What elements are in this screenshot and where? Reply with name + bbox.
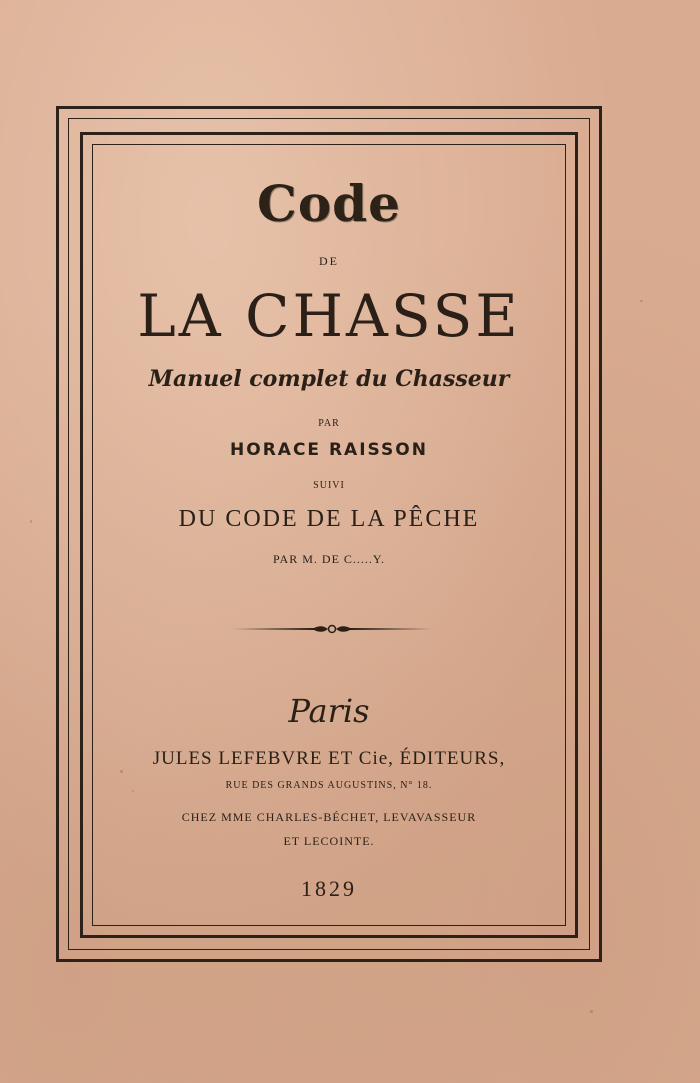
subtitle: Manuel complet du Chasseur [148, 366, 510, 392]
paper-speck [640, 300, 643, 302]
booksellers-line-2: ET LECOINTE. [283, 834, 375, 848]
paper-speck [590, 1010, 593, 1013]
title-page-content [92, 144, 566, 926]
title-word: Code [257, 174, 401, 233]
publication-city: Paris [288, 692, 370, 730]
second-title: DU CODE DE LA PÊCHE [178, 506, 480, 532]
followed-by-label: SUIVI [313, 480, 345, 491]
by-label: PAR [318, 418, 340, 429]
paper-speck [30, 520, 32, 523]
second-author: PAR M. DE C.....Y. [272, 552, 386, 566]
main-title: LA CHASSE [137, 282, 521, 350]
title-de: DE [319, 254, 339, 268]
booksellers-line-1: CHEZ MME CHARLES-BÉCHET, LEVAVASSEUR [181, 810, 477, 824]
publisher: JULES LEFEBVRE ET Cie, ÉDITEURS, [152, 748, 506, 769]
author-name: HORACE RAISSON [230, 440, 428, 460]
ornament-rule-icon [232, 620, 432, 638]
publication-year: 1829 [301, 876, 357, 901]
publisher-address: RUE DES GRANDS AUGUSTINS, N° 18. [225, 780, 433, 791]
